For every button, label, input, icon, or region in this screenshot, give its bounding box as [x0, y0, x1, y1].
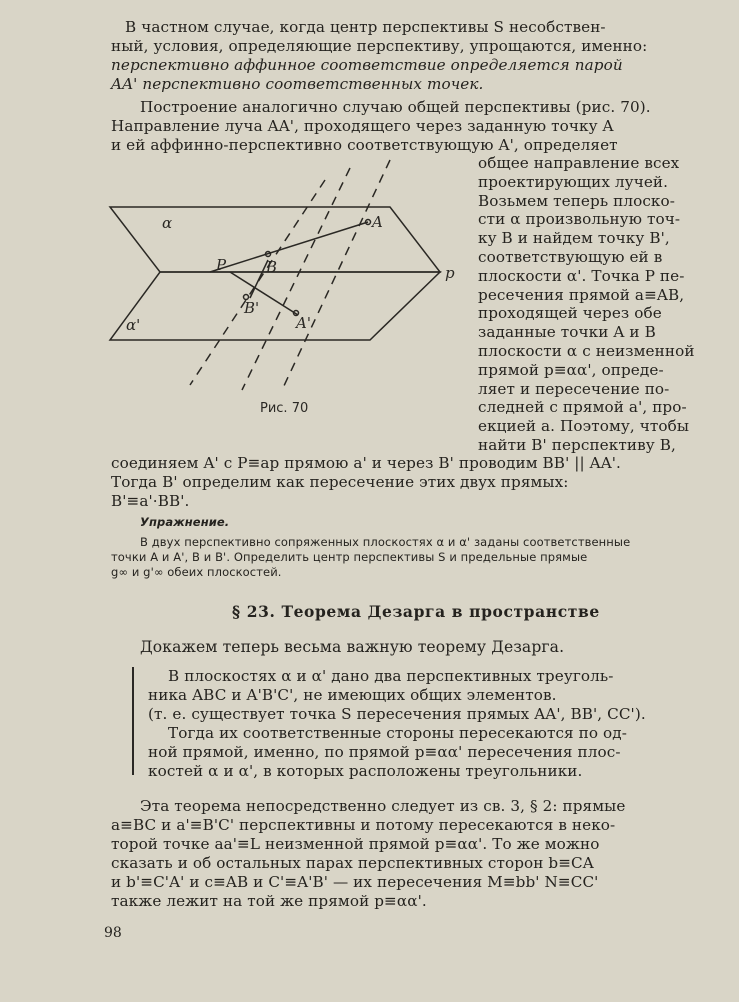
label-alpha-prime: α'	[126, 316, 141, 334]
right-line: найти B' перспективу B,	[478, 435, 676, 454]
para3-line1: соединяем A' с P≡ap прямою a' и через B' проводим BB' || AA'.	[111, 454, 621, 472]
right-line: плоскости α'. Точка P пе-	[478, 266, 685, 285]
label-B-prime: B'	[244, 299, 260, 317]
label-alpha: α	[162, 214, 173, 232]
line-a	[210, 222, 368, 272]
label-A-prime: A'	[296, 314, 311, 332]
exercise-line2: точки A и A', B и B'. Определить центр перспективы S и предельные прямые	[111, 550, 588, 564]
right-column	[478, 154, 710, 455]
theorem-line3: (т. е. существует точка S пересечения прямых AA', BB', CC').	[148, 705, 646, 723]
label-A: A	[372, 213, 383, 231]
theorem-line1: В плоскостях α и α' дано два перспективных треуголь-	[168, 667, 614, 685]
figure-caption: Рис. 70	[260, 401, 309, 416]
para2-line3: и ей аффинно-перспективно соответствующую A', определяет	[111, 136, 618, 154]
section-intro: Докажем теперь весьма важную теорему Дезарга.	[140, 638, 565, 656]
page-number: 98	[104, 925, 122, 941]
para4-line5: и b'≡C'A' и c≡AB и C'≡A'B' — их пересечения M≡bb' N≡CC'	[111, 873, 599, 891]
figure-70	[100, 150, 460, 420]
right-line: общее направление всех	[478, 154, 680, 172]
para2-line1: Построение аналогично случаю общей перспективы (рис. 70).	[140, 98, 651, 116]
right-line: заданные точки A и B	[478, 323, 656, 342]
para1-line4: AA' перспективно соответственных точек.	[111, 75, 484, 93]
para3-line2: Тогда B' определим как пересечение этих двух прямых:	[111, 473, 569, 491]
para1-line1: В частном случае, когда центр перспективы S несобствен-	[125, 18, 606, 36]
right-line: следней с прямой a', про-	[478, 398, 687, 417]
right-line: плоскости α с неизменной	[478, 341, 695, 360]
para4-line4: сказать и об остальных парах перспективных сторон b≡CA	[111, 854, 594, 872]
para1-line3: перспективно аффинное соответствие определяется парой	[111, 56, 623, 74]
para4-line2: a≡BC и a'≡B'C' перспективны и потому пересекаются в неко-	[111, 816, 616, 834]
exercise-line3: g∞ и g'∞ обеих плоскостей.	[111, 565, 282, 579]
plane-alpha-prime	[110, 272, 440, 340]
theorem-line4: Тогда их соответственные стороны пересекаются по од-	[168, 724, 627, 742]
right-line: проходящей через обе	[478, 304, 662, 323]
para4-line6: также лежит на той же прямой p≡αα'.	[111, 892, 427, 910]
section-heading: § 23. Теорема Дезарга в пространстве	[232, 602, 600, 621]
right-line: ку B и найдем точку B',	[478, 229, 670, 248]
label-p: p	[445, 264, 455, 282]
para4-line3: торой точке aa'≡L неизменной прямой p≡αα'. То же можно	[111, 835, 600, 853]
theorem-line6: костей α и α', в которых расположены треугольники.	[148, 762, 583, 780]
para1-line2: ный, условия, определяющие перспективу, упрощаются, именно:	[111, 37, 648, 55]
right-line: Возьмем теперь плоско-	[478, 191, 676, 210]
right-line: сти α произвольную точ-	[478, 210, 681, 229]
line-a-prime	[230, 272, 298, 315]
exercise-line1: В двух перспективно сопряженных плоскостях α и α' заданы соответственные	[140, 535, 631, 549]
right-line: прямой p≡αα', опреде-	[478, 360, 664, 379]
theorem-rule	[132, 667, 134, 775]
right-line: ляет и пересечение по-	[478, 379, 670, 398]
para3-line3: B'≡a'·BB'.	[111, 492, 190, 510]
para2-line2: Направление луча AA', проходящего через заданную точку A	[111, 117, 614, 135]
para4-line1: Эта теорема непосредственно следует из св. 3, § 2: прямые	[140, 797, 626, 815]
label-B: B	[266, 258, 278, 276]
right-line: соответствующую ей в	[478, 247, 663, 266]
right-line: проектирующих лучей.	[478, 172, 669, 191]
theorem-line2: ника ABC и A'B'C', не имеющих общих элементов.	[148, 686, 557, 704]
label-P: P	[216, 256, 227, 274]
right-line: ресечения прямой a≡AB,	[478, 285, 685, 304]
exercise-title: Упражнение.	[140, 515, 230, 529]
theorem-line5: ной прямой, именно, по прямой p≡αα' пересечения плос-	[148, 743, 621, 761]
right-line: екцией a. Поэтому, чтобы	[478, 417, 690, 436]
